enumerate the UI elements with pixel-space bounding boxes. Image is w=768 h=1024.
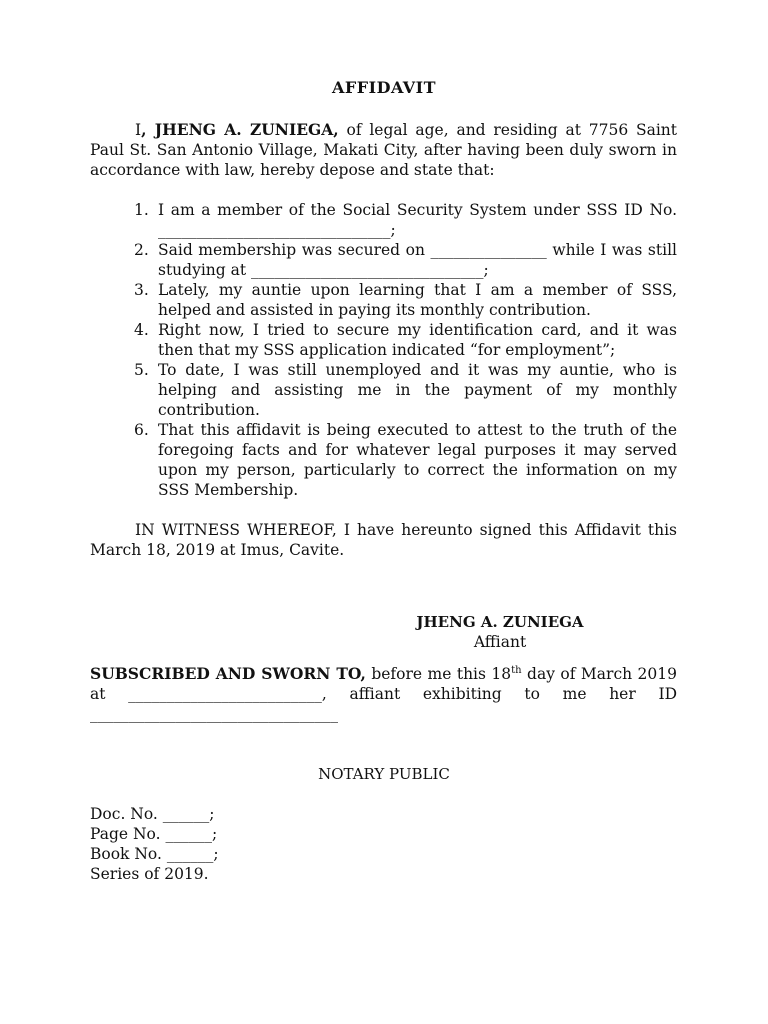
list-item: [90, 200, 677, 240]
item-text: Right now, I tried to secure my identification card, and it was then that my SSS application indicated “for employment”;: [158, 321, 677, 359]
affiant-role: Affiant: [473, 633, 527, 651]
intro-lead: I: [135, 121, 142, 139]
list-item: [90, 420, 677, 500]
sworn-heading: SUBSCRIBED AND SWORN TO,: [90, 664, 366, 683]
ordinal-suffix: th: [511, 664, 522, 676]
intro-rest: of legal age, and residing at 7756 Saint Paul St. San Antonio Village, Makati City, after having been duly sworn in accordance with law, hereby depose and state that:: [90, 121, 678, 179]
item-number: 2.: [134, 241, 149, 259]
sworn-text-2: day of March 2019 at _________________________, affiant exhibiting to me her ID ________________________________: [90, 665, 678, 723]
series-line: Series of 2019.: [90, 865, 209, 883]
notarial-register: [90, 804, 390, 884]
doc-number-line: Doc. No. ______;: [90, 805, 215, 823]
item-number: 1.: [134, 201, 149, 219]
item-text: Said membership was secured on _______________ while I was still studying at ______________________________;: [158, 241, 677, 279]
list-item: [90, 240, 677, 280]
list-item: [90, 320, 677, 360]
book-number-line: Book No. ______;: [90, 845, 219, 863]
list-item: [90, 360, 677, 420]
notary-public-label: NOTARY PUBLIC: [318, 765, 450, 783]
affiant-name-inline: JHENG A. ZUNIEGA,: [154, 120, 339, 139]
sworn-text-1: before me this 18: [365, 665, 512, 683]
statement-list: [90, 200, 677, 500]
intro-paragraph: [90, 120, 677, 180]
sworn-paragraph: [90, 664, 677, 724]
item-text: I am a member of the Social Security System under SSS ID No. ______________________________;: [158, 201, 677, 239]
document-title: AFFIDAVIT: [331, 78, 437, 97]
item-text: Lately, my auntie upon learning that I am a member of SSS, helped and assisted in paying its monthly contribution.: [158, 281, 677, 319]
list-item: [90, 280, 677, 320]
affiant-name: JHENG A. ZUNIEGA: [416, 613, 584, 631]
item-number: 3.: [134, 281, 149, 299]
signature-block: [400, 612, 600, 652]
item-text: To date, I was still unemployed and it was my auntie, who is helping and assisting me in the payment of my monthly contribution.: [158, 361, 677, 419]
item-text: That this affidavit is being executed to attest to the truth of the foregoing facts and for whatever legal purposes it may served upon my person, particularly to correct the information on my SSS Membership.: [158, 421, 677, 499]
item-number: 5.: [134, 361, 149, 379]
page-number-line: Page No. ______;: [90, 825, 218, 843]
witness-paragraph: IN WITNESS WHEREOF, I have hereunto signed this Affidavit this March 18, 2019 at Imus, Cavite.: [90, 521, 677, 559]
item-number: 4.: [134, 321, 149, 339]
item-number: 6.: [134, 421, 149, 439]
intro-comma: ,: [141, 120, 155, 139]
